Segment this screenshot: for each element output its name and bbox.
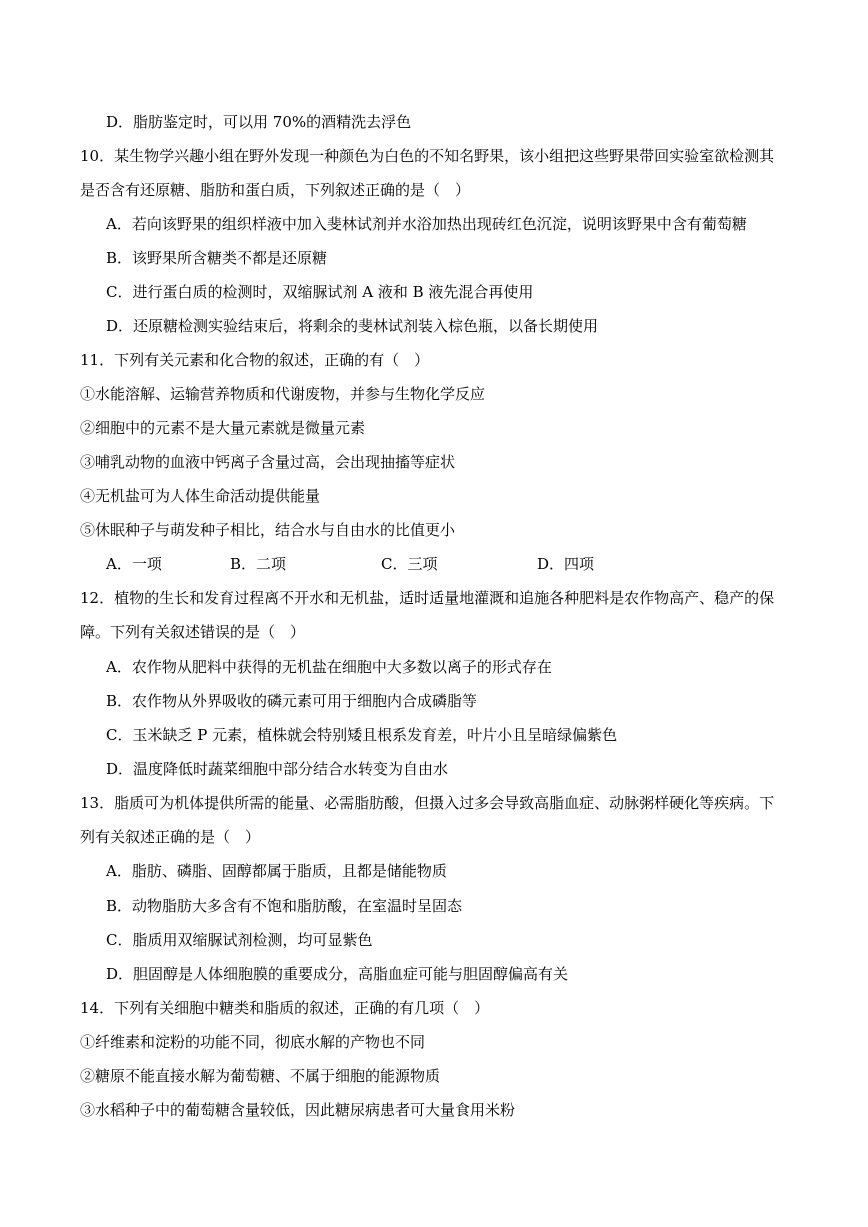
q11-stem: 11．下列有关元素和化合物的叙述，正确的有（ ） <box>80 351 430 369</box>
q11-item-4: ④无机盐可为人体生命活动提供能量 <box>80 487 321 505</box>
q13-option-a: A．脂肪、磷脂、固醇都属于脂质，且都是储能物质 <box>106 862 447 880</box>
q13-stem-line2: 列有关叙述正确的是（ ） <box>80 828 261 846</box>
q11-item-5: ⑤休眠种子与萌发种子相比，结合水与自由水的比值更小 <box>80 521 456 539</box>
q12-option-b: B．农作物从外界吸收的磷元素可用于细胞内合成磷脂等 <box>106 692 478 710</box>
q11-option-a: A．一项 <box>106 555 162 573</box>
q12-option-c: C．玉米缺乏 P 元素，植株就会特别矮且根系发育差，叶片小且呈暗绿偏紫色 <box>106 726 618 744</box>
q11-option-c: C．三项 <box>381 555 438 573</box>
q12-option-d: D．温度降低时蔬菜细胞中部分结合水转变为自由水 <box>106 760 449 778</box>
q12-stem-line1: 12．植物的生长和发育过程离不开水和无机盐，适时适量地灌溉和追施各种肥料是农作物高产、稳产的保 <box>80 589 775 607</box>
q11-item-1: ①水能溶解、运输营养物质和代谢废物，并参与生物化学反应 <box>80 385 486 403</box>
q11-options-row <box>106 554 594 574</box>
q13-option-d: D．胆固醇是人体细胞膜的重要成分，高脂血症可能与胆固醇偏高有关 <box>106 965 569 983</box>
q9-option-d: D．脂肪鉴定时，可以用 70%的酒精洗去浮色 <box>106 113 412 131</box>
q12-stem-line2: 障。下列有关叙述错误的是（ ） <box>80 623 306 641</box>
q11-option-d: D．四项 <box>537 555 595 573</box>
q10-stem-line2: 是否含有还原糖、脂肪和蛋白质，下列叙述正确的是（ ） <box>80 181 471 199</box>
q11-option-b: B．二项 <box>230 555 287 573</box>
q13-option-c: C．脂质用双缩脲试剂检测，均可显紫色 <box>106 931 373 949</box>
q14-item-1: ①纤维素和淀粉的功能不同，彻底水解的产物也不同 <box>80 1033 426 1051</box>
q14-stem: 14．下列有关细胞中糖类和脂质的叙述，正确的有几项（ ） <box>80 999 490 1017</box>
q14-item-3: ③水稻种子中的葡萄糖含量较低，因此糖尿病患者可大量食用米粉 <box>80 1101 516 1119</box>
q14-item-2: ②糖原不能直接水解为葡萄糖、不属于细胞的能源物质 <box>80 1067 441 1085</box>
q11-item-2: ②细胞中的元素不是大量元素就是微量元素 <box>80 419 366 437</box>
q10-option-b: B．该野果所含糖类不都是还原糖 <box>106 249 328 267</box>
q10-option-c: C．进行蛋白质的检测时，双缩脲试剂 A 液和 B 液先混合再使用 <box>106 283 534 301</box>
q10-option-a: A．若向该野果的组织样液中加入斐林试剂并水浴加热出现砖红色沉淀，说明该野果中含有葡萄糖 <box>106 215 747 233</box>
q13-stem-line1: 13．脂质可为机体提供所需的能量、必需脂肪酸，但摄入过多会导致高脂血症、动脉粥样硬化等疾病。下 <box>80 794 775 812</box>
q13-option-b: B．动物脂肪大多含有不饱和脂肪酸，在室温时呈固态 <box>106 897 463 915</box>
q10-stem-line1: 10．某生物学兴趣小组在野外发现一种颜色为白色的不知名野果，该小组把这些野果带回实验室欲检测其 <box>80 147 775 165</box>
q12-option-a: A．农作物从肥料中获得的无机盐在细胞中大多数以离子的形式存在 <box>106 658 552 676</box>
q11-item-3: ③哺乳动物的血液中钙离子含量过高，会出现抽搐等症状 <box>80 453 456 471</box>
q10-option-d: D．还原糖检测实验结束后，将剩余的斐林试剂装入棕色瓶，以备长期使用 <box>106 317 599 335</box>
